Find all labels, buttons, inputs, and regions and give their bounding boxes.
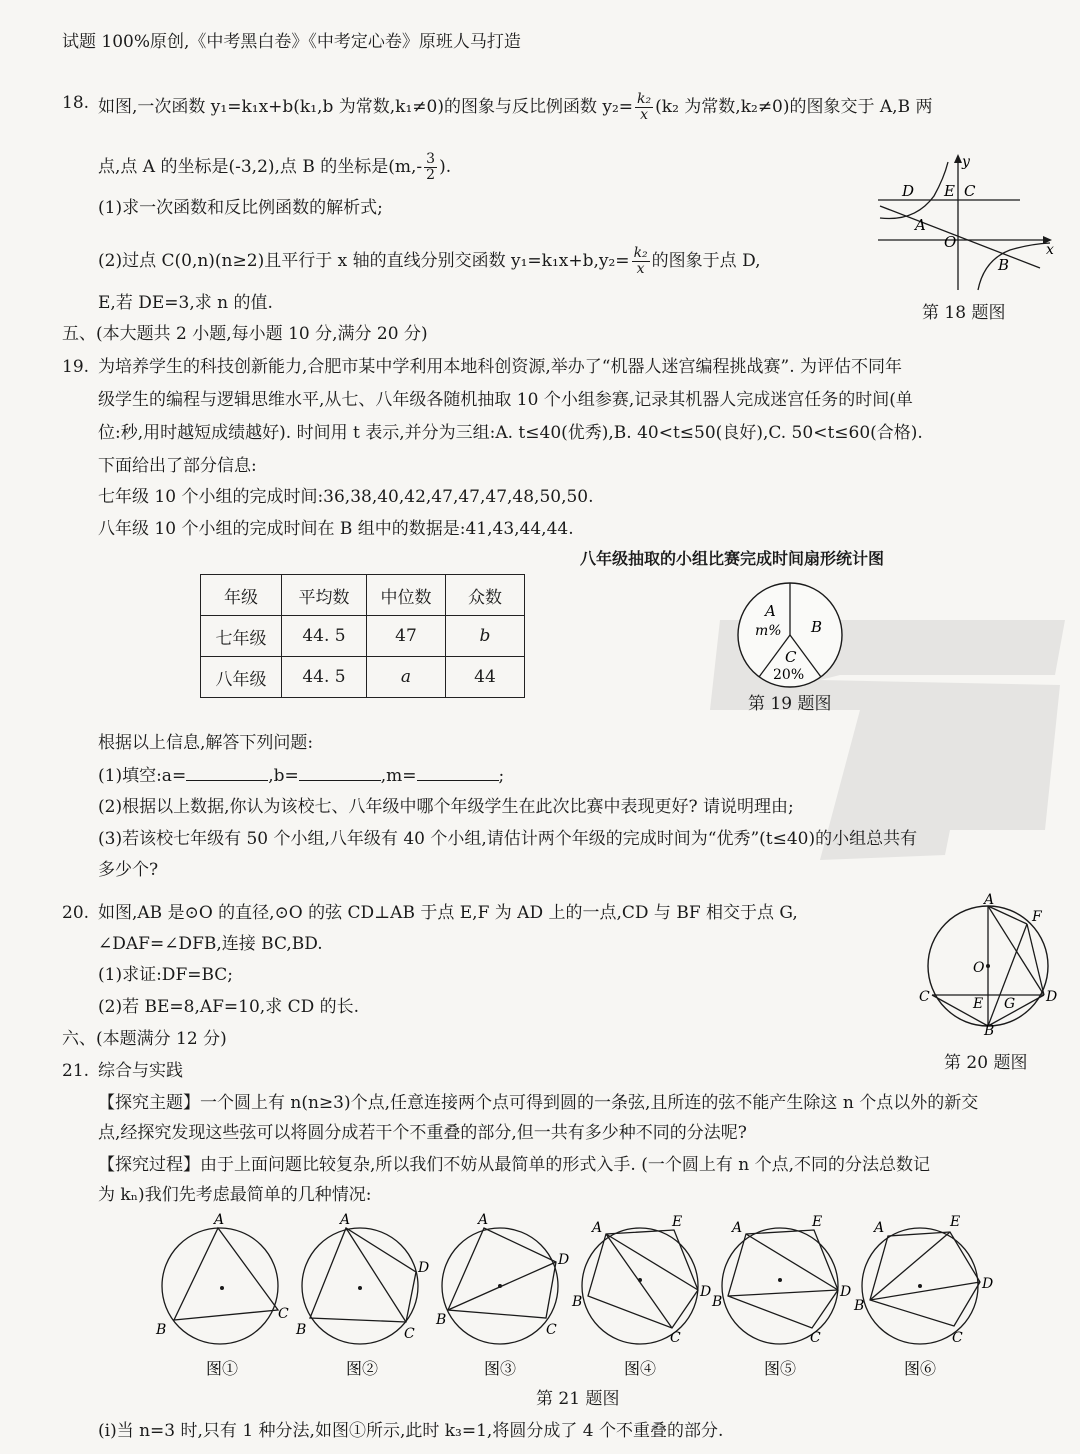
pie-value-C: 20% xyxy=(773,667,805,683)
q21-fig-label-2: 图② xyxy=(346,1359,379,1378)
q18-part2-line1: (2)过点 C(0,n)(n≥2)且平行于 x 轴的直线分别交函数 y₁=k₁x+b,y₂= $\frac{\text{k₂}}{x}$ 的图象于点 D, xyxy=(98,245,761,277)
section-6-heading: 六、(本题满分 12 分) xyxy=(62,1029,227,1049)
q20-label-D: D xyxy=(1046,989,1058,1005)
answer-blank-a[interactable] xyxy=(186,764,268,781)
q19-number: 19. xyxy=(62,357,90,377)
answer-blank-m[interactable] xyxy=(417,764,499,781)
q18-label-C: C xyxy=(964,182,976,200)
q20-label-A: A xyxy=(984,892,995,908)
svg-text:D: D xyxy=(840,1284,852,1300)
svg-text:A: A xyxy=(874,1220,885,1236)
q20-label-B: B xyxy=(984,1023,995,1035)
svg-text:B: B xyxy=(712,1294,723,1310)
q18-figure-caption: 第 18 题图 xyxy=(922,303,1006,323)
q21-fig-label-4: 图④ xyxy=(624,1359,657,1378)
q18-label-D: D xyxy=(902,182,915,200)
table-cell: 七年级 xyxy=(201,616,282,657)
q19-line-3: 位:秒,用时越短成绩越好). 时间用 t 表示,并分为三组:A. t≤40(优秀),B. 40<t≤50(良好),C. 50<t≤60(合格). xyxy=(98,423,923,443)
svg-text:C: C xyxy=(404,1326,415,1342)
q18-part2-fraction: $\frac{\text{k₂}}{x}$ xyxy=(633,245,648,277)
table-header-cell: 年级 xyxy=(201,575,282,616)
svg-text:D: D xyxy=(982,1276,994,1292)
q18-label-x: x xyxy=(1046,242,1054,258)
q20-label-O: O xyxy=(973,960,985,976)
q20-line1: 如图,AB 是⊙O 的直径,⊙O 的弦 CD⊥AB 于点 E,F 为 AD 上的一点,CD 与 BF 相交于点 G, xyxy=(98,903,798,923)
table-header-cell: 平均数 xyxy=(282,575,367,616)
q18-part1: (1)求一次函数和反比例函数的解析式; xyxy=(98,198,383,218)
q18-line1-a: 如图,一次函数 y₁=k₁x+b(k₁,b 为常数,k₁≠0)的图象与反比例函数 y₂= xyxy=(98,97,634,117)
q20-label-C: C xyxy=(919,989,930,1005)
q20-part1: (1)求证:DF=BC; xyxy=(98,965,234,985)
q21-figure-5 xyxy=(711,1214,851,1346)
q21-process-line1: 【探究过程】由于上面问题比较复杂,所以我们不妨从最简单的形式入手. (一个圆上有 n 个点,不同的分法总数记 xyxy=(98,1155,931,1175)
q19-part3-line1: (3)若该校七年级有 50 个小组,八年级有 40 个小组,请估计两个年级的完成时间为“优秀”(t≤40)的小组总共有 xyxy=(98,829,918,849)
q19-line-1: 为培养学生的科技创新能力,合肥市某中学利用本地科创资源,举办了“机器人迷宫编程挑战赛”. 为评估不同年 xyxy=(98,357,902,377)
q18-label-B: B xyxy=(998,256,1010,274)
q18-line1-b: (k₂ 为常数,k₂≠0)的图象交于 A,B 两 xyxy=(655,97,933,117)
q21-title: 综合与实践 xyxy=(98,1061,183,1081)
q19-questions-intro: 根据以上信息,解答下列问题: xyxy=(98,733,314,753)
q19-stats-table xyxy=(200,574,525,698)
table-cell: b xyxy=(446,616,525,657)
svg-text:D: D xyxy=(700,1284,712,1300)
q19-part3-line2: 多少个? xyxy=(98,860,159,880)
q18-label-y: y xyxy=(962,154,970,170)
svg-text:C: C xyxy=(670,1330,681,1346)
q19-part2: (2)根据以上数据,你认为该校七、八年级中哪个年级学生在此次比赛中表现更好? 请说明理由; xyxy=(98,797,794,817)
q18-part2-line2: E,若 DE=3,求 n 的值. xyxy=(98,293,273,313)
q21-fig-label-5: 图⑤ xyxy=(764,1359,797,1378)
svg-text:B: B xyxy=(296,1322,307,1338)
svg-text:D: D xyxy=(558,1252,570,1268)
q19-line-6: 八年级 10 个小组的完成时间在 B 组中的数据是:41,43,44,44. xyxy=(98,519,574,539)
svg-text:A: A xyxy=(732,1220,743,1236)
answer-blank-b[interactable] xyxy=(299,764,381,781)
table-cell: 44 xyxy=(446,657,525,698)
svg-text:B: B xyxy=(572,1294,583,1310)
q18-stem-line1 xyxy=(98,92,933,123)
table-cell: 47 xyxy=(367,616,446,657)
q21-topic-line2: 点,经探究发现这些弦可以将圆分成若干个不重叠的部分,但一共有多少种不同的分法呢? xyxy=(98,1123,747,1143)
table-cell: 八年级 xyxy=(201,657,282,698)
q21-fig-label-6: 图⑥ xyxy=(904,1359,937,1378)
table-cell: 44. 5 xyxy=(282,616,367,657)
q19-line-5: 七年级 10 个小组的完成时间:36,38,40,42,47,47,47,48,50,50. xyxy=(98,487,594,507)
svg-text:E: E xyxy=(672,1214,683,1230)
q20-line2: ∠DAF=∠DFB,连接 BC,BD. xyxy=(98,934,323,954)
q21-figure-6 xyxy=(853,1214,993,1346)
svg-text:A: A xyxy=(478,1212,489,1228)
svg-text:A: A xyxy=(214,1212,225,1228)
svg-text:E: E xyxy=(812,1214,823,1230)
svg-text:C: C xyxy=(546,1322,557,1338)
svg-text:C: C xyxy=(952,1330,963,1346)
q19-line-4: 下面给出了部分信息: xyxy=(98,456,257,476)
q21-figure-caption: 第 21 题图 xyxy=(536,1389,620,1409)
q20-label-E: E xyxy=(973,996,984,1012)
table-header-cell: 众数 xyxy=(446,575,525,616)
header-banner: 试题 100%原创,《中考黑白卷》《中考定心卷》原班人马打造 xyxy=(62,32,521,52)
q21-topic-line1: 【探究主题】一个圆上有 n(n≥3)个点,任意连接两个点可得到圆的一条弦,且所连的弦不能产生除这 n 个点以外的新交 xyxy=(98,1093,979,1113)
q18-fraction-3-over-2: $\frac{3}{2}$ xyxy=(426,151,436,183)
q19-line-2: 级学生的编程与逻辑思维水平,从七、八年级各随机抽取 10 个小组参赛,记录其机器人完成迷宫任务的时间(单 xyxy=(98,390,913,410)
q21-fig-label-3: 图③ xyxy=(484,1359,517,1378)
table-cell: a xyxy=(367,657,446,698)
q20-label-F: F xyxy=(1032,909,1042,925)
q21-case-1: (ⅰ)当 n=3 时,只有 1 种分法,如图①所示,此时 k₃=1,将圆分成了 4 个不重叠的部分. xyxy=(98,1421,724,1441)
q19-pie-title: 八年级抽取的小组比赛完成时间扇形统计图 xyxy=(580,549,885,568)
q18-figure xyxy=(870,150,1060,295)
section-5-heading: 五、(本大题共 2 小题,每小题 10 分,满分 20 分) xyxy=(62,324,428,344)
q18-number: 18. xyxy=(62,93,90,113)
pie-label-A: A xyxy=(765,602,776,620)
table-cell: 44. 5 xyxy=(282,657,367,698)
q21-figure-2 xyxy=(295,1212,429,1344)
q21-fig-label-1: 图① xyxy=(206,1359,239,1378)
q18-stem-line2: 点,点 A 的坐标是(-3,2),点 B 的坐标是(m,- $\frac{3}{2}$ ). xyxy=(98,151,452,183)
svg-text:E: E xyxy=(950,1214,961,1230)
q18-label-A: A xyxy=(915,216,926,234)
pie-label-B: B xyxy=(811,618,823,636)
q19-pie-chart xyxy=(735,580,845,690)
svg-text:B: B xyxy=(436,1312,447,1328)
q18-label-O: O xyxy=(944,233,957,251)
q20-number: 20. xyxy=(62,903,90,923)
svg-text:B: B xyxy=(854,1298,865,1314)
q21-figure-3 xyxy=(435,1212,569,1344)
q21-figure-1 xyxy=(155,1212,289,1344)
pie-value-A: m% xyxy=(755,623,782,639)
q18-fraction-k2-over-x: $\frac{\text{k₂}}{x}$ xyxy=(637,91,652,123)
table-row xyxy=(201,657,525,698)
svg-text:B: B xyxy=(156,1322,167,1338)
q19-part1: (1)填空:a= ,b= ,m= ; xyxy=(98,766,505,786)
q20-part2: (2)若 BE=8,AF=10,求 CD 的长. xyxy=(98,997,360,1017)
q21-process-line2: 为 kₙ)我们先考虑最简单的几种情况: xyxy=(98,1185,372,1205)
table-header-cell: 中位数 xyxy=(367,575,446,616)
q19-figure-caption: 第 19 题图 xyxy=(748,694,832,714)
svg-text:D: D xyxy=(418,1260,430,1276)
svg-text:A: A xyxy=(340,1212,351,1228)
q21-figure-4 xyxy=(571,1214,711,1346)
table-row xyxy=(201,616,525,657)
q20-label-G: G xyxy=(1004,996,1016,1012)
table-header-row xyxy=(201,575,525,616)
svg-text:C: C xyxy=(278,1306,289,1322)
q20-figure xyxy=(915,890,1065,1035)
pie-label-C: C xyxy=(785,648,797,666)
svg-text:A: A xyxy=(592,1220,603,1236)
q21-figures xyxy=(150,1210,1010,1380)
q21-number: 21. xyxy=(62,1061,90,1081)
q20-figure-caption: 第 20 题图 xyxy=(944,1053,1028,1073)
q18-label-E: E xyxy=(944,182,955,200)
svg-text:C: C xyxy=(810,1330,821,1346)
